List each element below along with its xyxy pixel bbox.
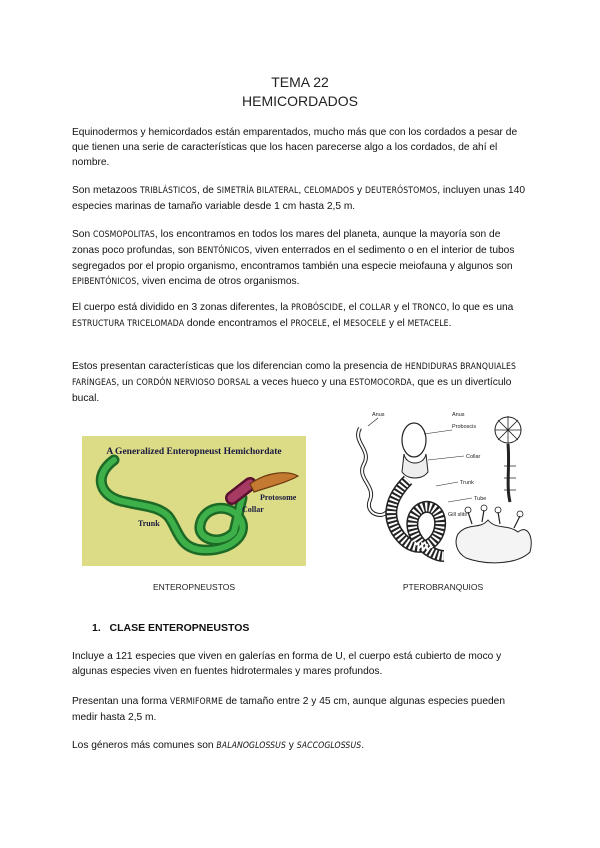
paragraph-cuerpo: El cuerpo está dividido en 3 zonas diferentes, la PROBÓSCIDE, el COLLAR y el TRONCO, lo que es una ESTRUCTURA TRICELOMADA donde encontramos el PROCELE, el MESOCELE y el METACELE. — [72, 302, 514, 329]
term-deuterostomos: DEUTERÓSTOMOS — [364, 186, 438, 196]
paragraph-cosmopolitas: Son COSMOPOLITAS, los encontramos en todos los mares del planeta, aunque la mayoría son de zonas poco profundas, son BENTÓNICOS, viven enterrados en el sedimento o en el interior de tubos segregados por el propio organismo, encontramos también una especie meiofauna y algunos son EPIBENTÓNICOS, viven encima de otros organismos. — [72, 229, 515, 287]
genus-balanoglossus: BALANOGLOSSUS — [216, 741, 286, 751]
pterobranch-illustration — [348, 406, 538, 574]
proboscis-shape — [402, 423, 426, 457]
caption-pterobranquios: PTEROBRANQUIOS — [402, 582, 484, 592]
label-gill-slits: Gill slits — [448, 512, 467, 518]
label-trunk: Trunk — [138, 519, 160, 528]
term-simetria: SIMETRÍA BILATERAL — [216, 186, 299, 196]
label-collar: Collar — [466, 454, 481, 460]
topic-title: TEMA 22 — [271, 74, 329, 90]
term-cosmopolitas: COSMOPOLITAS — [92, 230, 155, 240]
paragraph-generos: Los géneros más comunes son BALANOGLOSSUS y SACCOGLOSSUS. — [72, 740, 365, 751]
section-heading — [92, 622, 249, 634]
section-title: CLASE ENTEROPNEUSTOS — [109, 622, 250, 634]
paragraph-forma: Presentan una forma VERMIFORME de tamaño entre 2 y 45 cm, aunque algunas especies pueden medir hasta 2,5 m. — [72, 696, 505, 723]
figure-heading: A Generalized Enteropneust Hemichordate — [106, 447, 282, 457]
label-trunk: Trunk — [460, 480, 474, 486]
label-anus-left: Anus — [372, 412, 385, 418]
caption-enteropneustos: ENTEROPNEUSTOS — [152, 582, 236, 592]
label-proboscis: Proboscis — [452, 424, 477, 430]
enteropneust-illustration — [82, 436, 306, 566]
label-anus-right: Anus — [452, 412, 465, 418]
term-celomados: CELOMADOS — [304, 186, 355, 196]
term-bentonicos: BENTÓNICOS — [197, 246, 250, 256]
label-protosome: Protosome — [260, 493, 297, 502]
section-number: 1. — [92, 622, 101, 634]
term-triblasticos: TRIBLÁSTICOS — [139, 186, 197, 196]
topic-subtitle: HEMICORDADOS — [242, 93, 358, 109]
term-epibentonicos: EPIBENTÓNICOS — [72, 277, 137, 287]
paragraph-caracteristicas: Estos presentan características que los diferencian como la presencia de HENDIDURAS BRANQUIALES FARÍNGEAS, un CORDÓN NERVIOSO DORSAL a veces hueco y una ESTOMOCORDA, que es un divertículo bucal. — [72, 361, 516, 404]
genus-saccoglossus: SACCOGLOSSUS — [296, 741, 362, 751]
paragraph-especies: Incluye a 121 especies que viven en galerías en forma de U, el cuerpo está cubierto de moco y algunas especies viven en fuentes hidrotermales y mares profundos. — [72, 651, 502, 677]
label-collar: Collar — [242, 505, 264, 514]
intro-paragraph: Equinodermos y hemicordados están emparentados, mucho más que con los cordados a pesar de que tienen una serie de características que los hacen parecerse algo a los cordados, de ahí el nombre. — [72, 127, 518, 168]
label-tube: Tube — [474, 496, 487, 502]
term-vermiforme: VERMIFORME — [169, 697, 223, 707]
paragraph-metazoos: Son metazoos TRIBLÁSTICOS, de SIMETRÍA BILATERAL, CELOMADOS y DEUTERÓSTOMOS, incluyen unas 140 especies marinas de tamaño variable desde 1 cm hasta 2,5 m. — [72, 185, 526, 212]
